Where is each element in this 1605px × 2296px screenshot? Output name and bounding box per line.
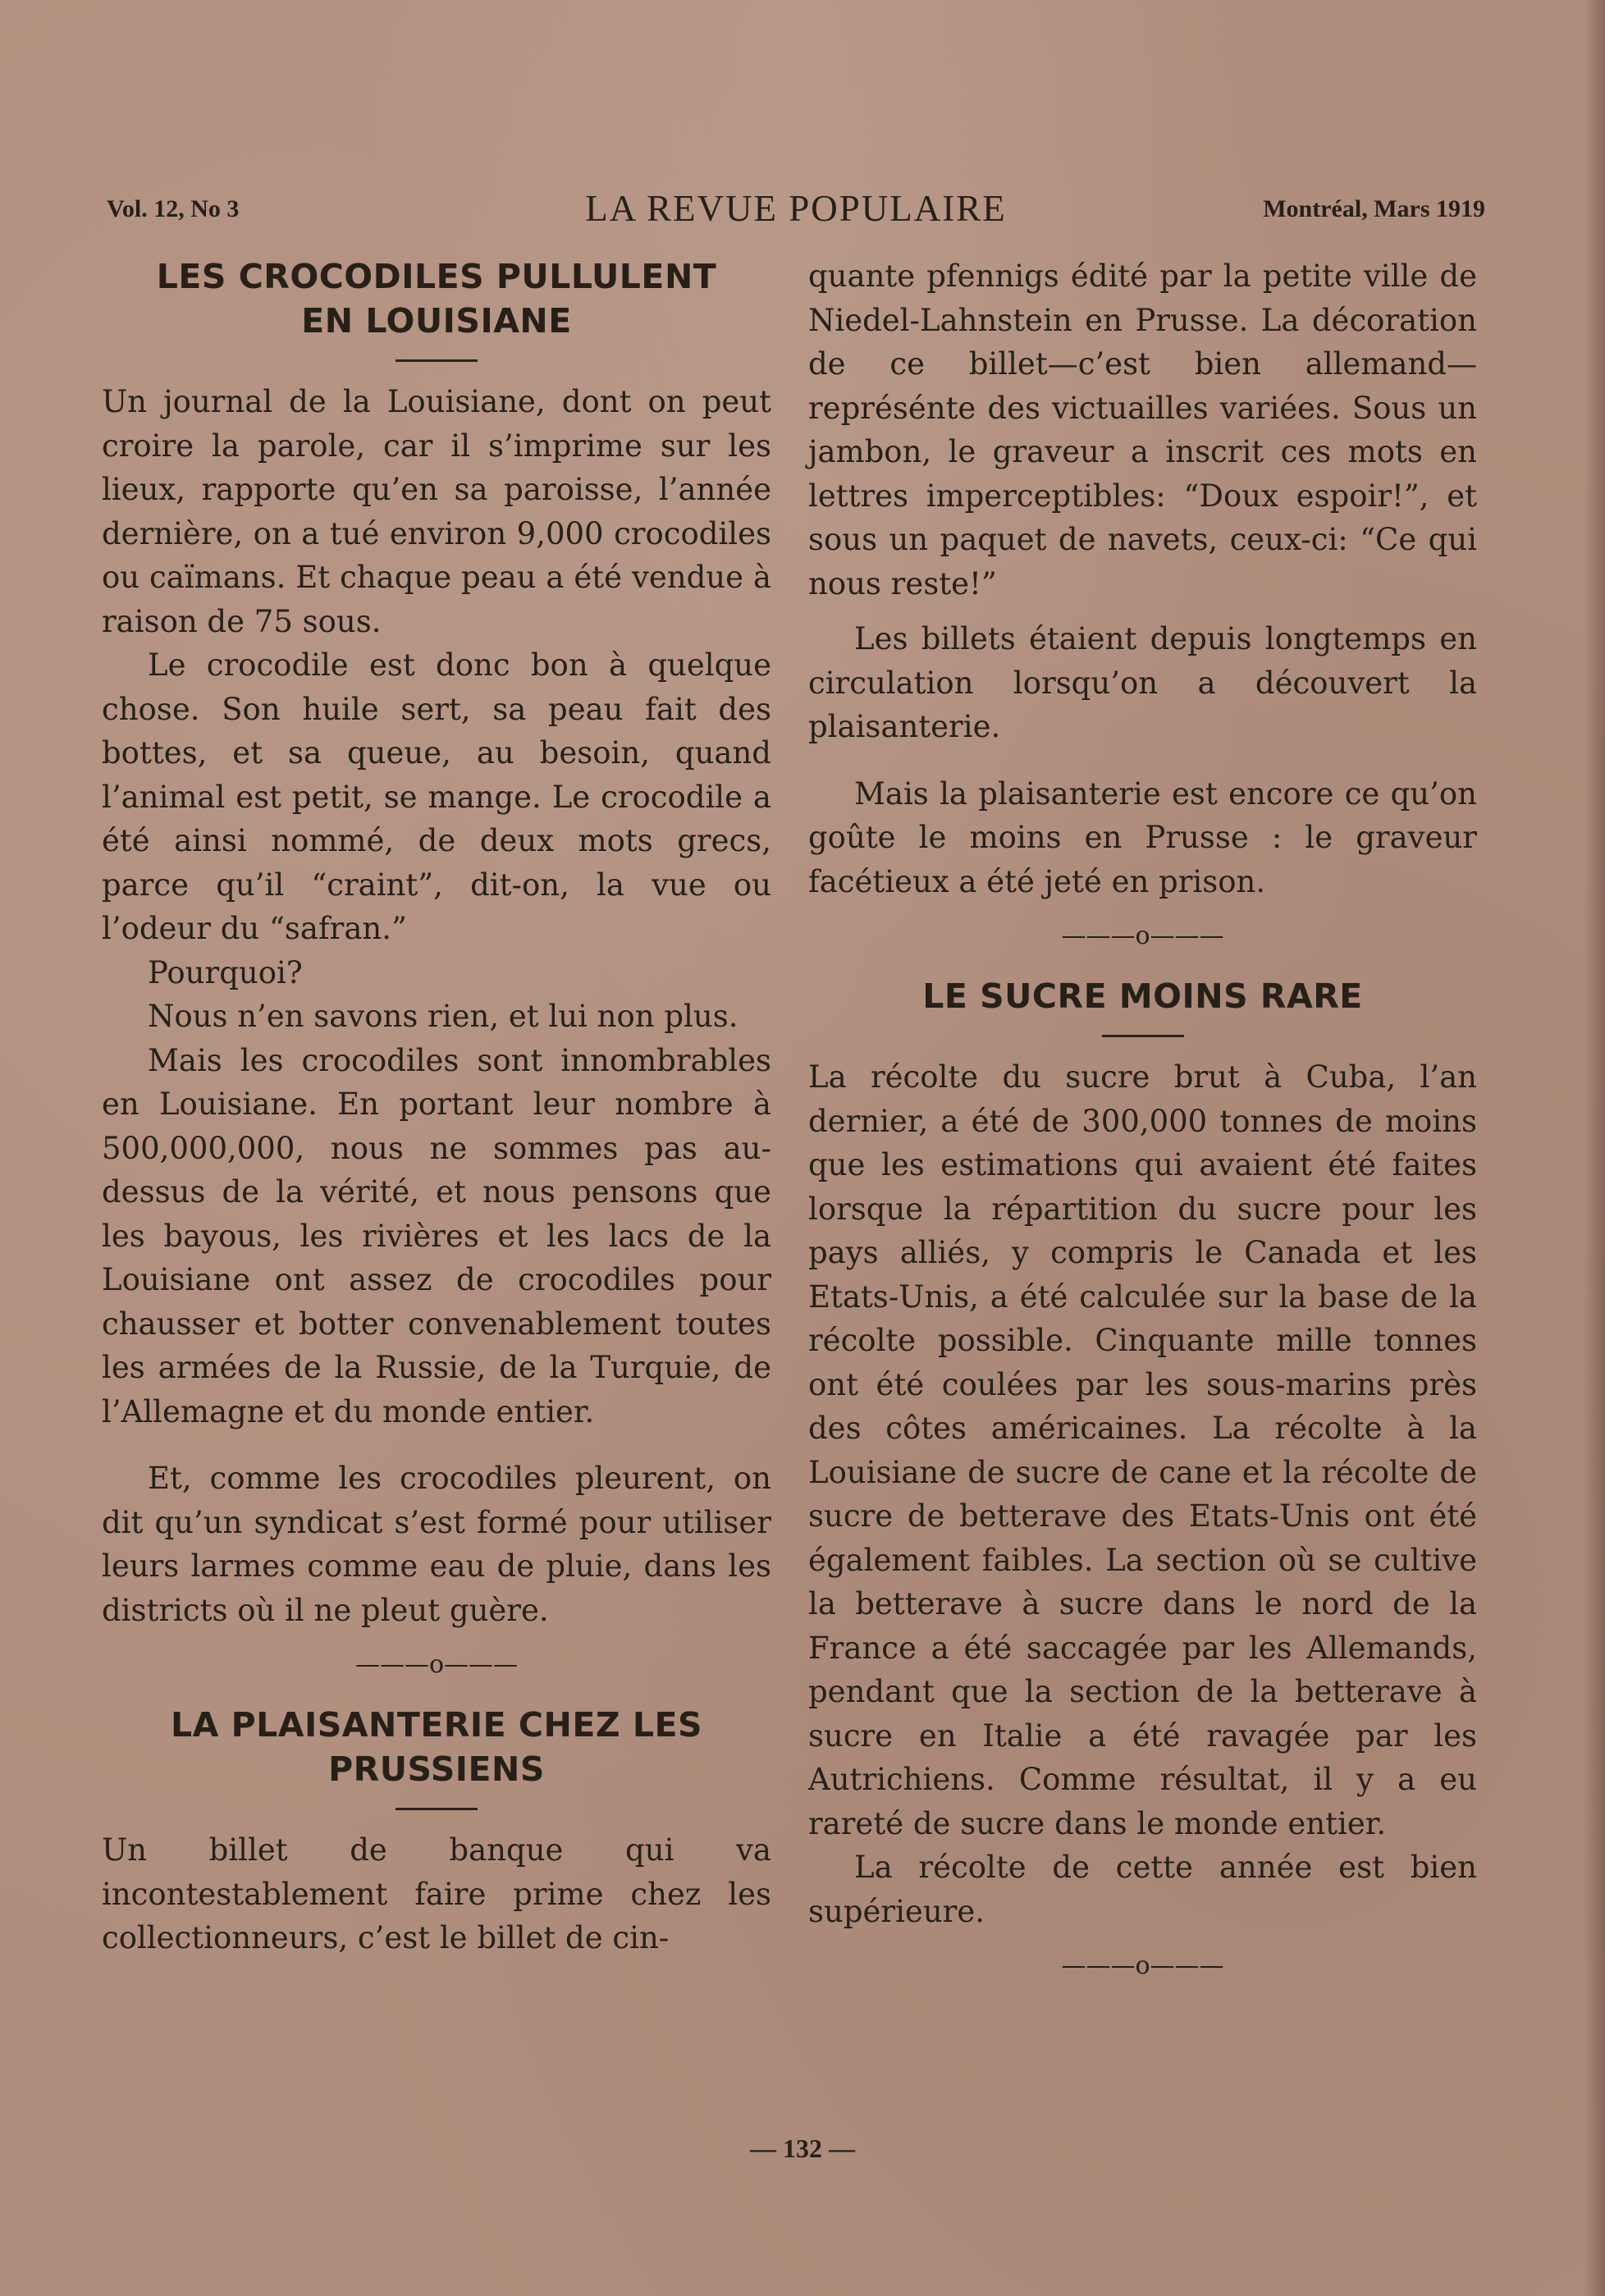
article-plaisanterie [102, 1703, 771, 1960]
issue-date: Montréal, Mars 1919 [1263, 195, 1485, 222]
paragraph: Pourquoi? [148, 954, 303, 990]
article-title: LES CROCODILES PULLULENT EN LOUISIANE [156, 257, 717, 341]
title-rule [396, 359, 478, 362]
section-separator: ———o——— [1061, 922, 1224, 950]
title-rule [1102, 1035, 1184, 1037]
title-rule [396, 1808, 478, 1810]
section-separator: ———o——— [1061, 1951, 1224, 1980]
left-column [102, 254, 771, 1960]
paragraph: Un billet de banque qui va incontestablement faire prime chez les collectionneurs, c’est le billet de cin- [102, 1832, 771, 1955]
paragraph: quante pfennigs édité par la petite ville de Niedel-Lahnstein en Prusse. La décoration de ce billet—c’est bien allemand—représénte des victuailles variées. Sous un jambon, le graveur a inscrit ces mots en lettres imperceptibles: “Doux espoir!”, et sous un paquet de navets, ceux-ci: “Ce qui nous reste!” [808, 258, 1477, 601]
article-sucre [808, 974, 1477, 1933]
article-title: LE SUCRE MOINS RARE [922, 976, 1363, 1016]
article-title: LA PLAISANTERIE CHEZ LES PRUSSIENS [170, 1705, 703, 1789]
volume-number: Vol. 12, No 3 [107, 195, 240, 222]
section-separator: ———o——— [354, 1650, 519, 1679]
right-column [808, 254, 1477, 2004]
paragraph: Et, comme les crocodiles pleurent, on dit qu’un syndicat s’est formé pour utiliser leurs larmes comme eau de pluie, dans les districts où il ne pleut guère. [102, 1461, 771, 1628]
paragraph: Nous n’en savons rien, et lui non plus. [148, 999, 738, 1034]
article-crocodiles [102, 254, 771, 1632]
paragraph: La récolte de cette année est bien supérieure. [808, 1850, 1477, 1929]
page-header [107, 187, 1485, 236]
paragraph: Mais les crocodiles sont innombrables en Louisiane. En portant leur nombre à 500,000,000, nous ne sommes pas au-dessus de la vérité, et nous pensons que les bayous, les rivières et les lacs de la Louisiane ont assez de crocodiles pour chausser et botter convenablement toutes les armées de la Russie, de la Turquie, de l’Allemagne et du monde entier. [102, 1042, 771, 1429]
paragraph: Le crocodile est donc bon à quelque chose. Son huile sert, sa peau fait des bottes, et sa queue, au besoin, quand l’animal est petit, se mange. Le crocodile a été ainsi nommé, de deux mots grecs, parce qu’il “craint”, dit-on, la vue ou l’odeur du “safran.” [102, 647, 771, 946]
paragraph: Mais la plaisanterie est encore ce qu’on goûte le moins en Prusse : le graveur facétieux a été jeté en prison. [808, 775, 1477, 899]
paragraph: Un journal de la Louisiane, dont on peut croire la parole, car il s’imprime sur les lieux, rapporte qu’en sa paroisse, l’année dernière, on a tué environ 9,000 crocodiles ou caïmans. Et chaque peau a été vendue à raison de 75 sous. [102, 384, 771, 639]
paragraph: Les billets étaient depuis longtemps en circulation lorsqu’on a découvert la plaisanterie. [808, 621, 1477, 744]
publication-title: LA REVUE POPULAIRE [585, 188, 1007, 229]
page-number: — 132 — [750, 2134, 855, 2163]
paragraph: La récolte du sucre brut à Cuba, l’an dernier, a été de 300,000 tonnes de moins que les estimations qui avaient été faites lorsque la répartition du sucre pour les pays alliés, y compris le Canada et les Etats-Unis, a été calculée sur la base de la récolte possible. Cinquante mille tonnes ont été coulées par les sous-marins près des côtes américaines. La récolte à la Louisiane de sucre de cane et la récolte de sucre de betterave des Etats-Unis ont été également faibles. La section où se cultive la betterave à sucre dans le nord de la France a été saccagée par les Allemands, pendant que la section de la betterave à sucre en Italie a été ravagée par les Autrichiens. Comme résultat, il y a eu rareté de sucre dans le monde entier. [808, 1059, 1477, 1841]
article-plaisanterie-continued [808, 254, 1477, 903]
page-edge-shadow [1584, 0, 1605, 2296]
